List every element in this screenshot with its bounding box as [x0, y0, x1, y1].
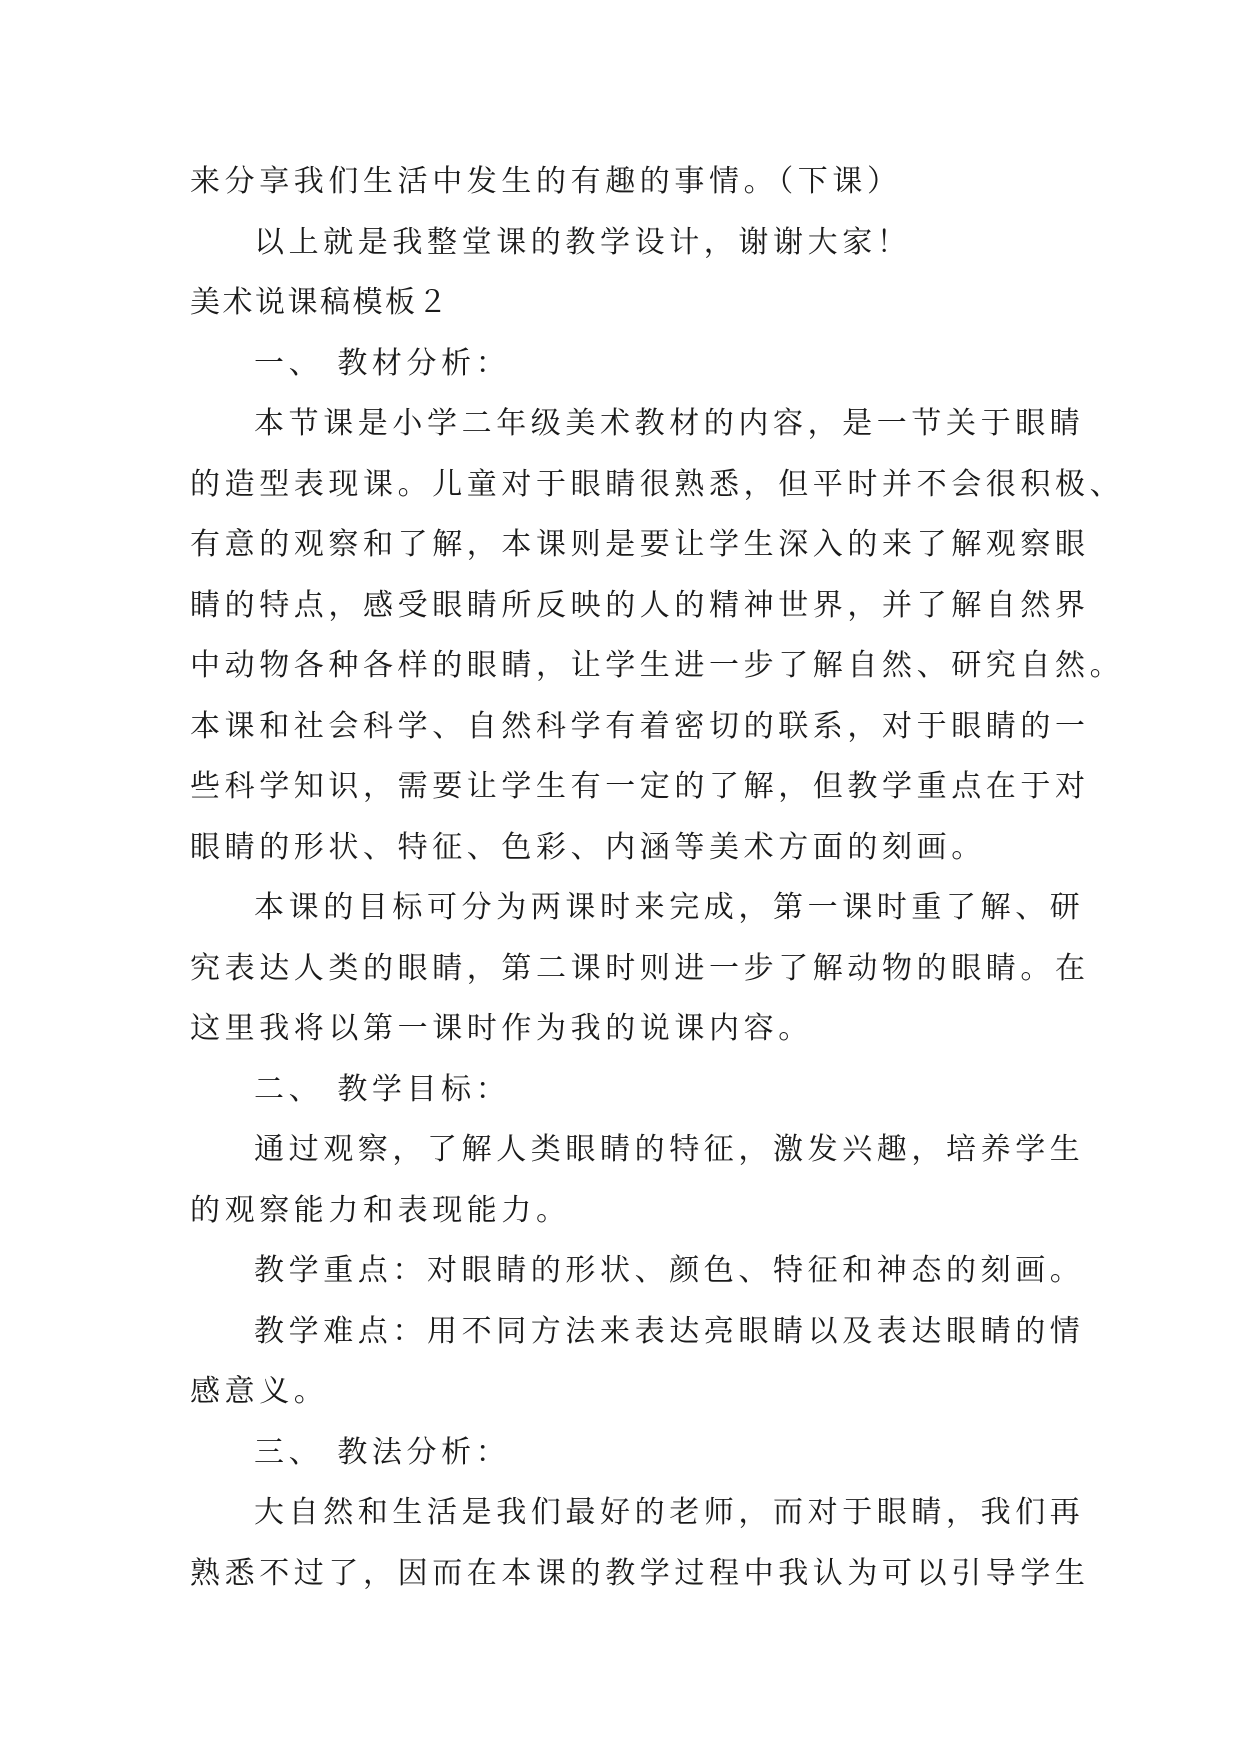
- text-line: 感意义。: [190, 1374, 329, 1409]
- text-line: 这里我将以第一课时作为我的说课内容。: [190, 1011, 813, 1046]
- text-line: 眼睛的形状、特征、色彩、内涵等美术方面的刻画。: [190, 829, 986, 865]
- text-line: 本节课是小学二年级美术教材的内容，是一节关于眼睛: [254, 406, 1085, 441]
- text-line: 的观察能力和表现能力。: [190, 1192, 571, 1228]
- text-line: 究表达人类的眼睛，第二课时则进一步了解动物的眼睛。在: [190, 950, 1090, 986]
- text-line: 的造型表现课。儿童对于眼睛很熟悉，但平时并不会很积极、: [190, 466, 1125, 502]
- text-line: 本课和社会科学、自然科学有着密切的联系，对于眼睛的一: [190, 708, 1090, 744]
- text-line: 来分享我们生活中发生的有趣的事情。（下课）: [190, 164, 902, 199]
- text-line: 教学难点：用不同方法来表达亮眼睛以及表达眼睛的情: [254, 1313, 1085, 1349]
- text-line: 教学重点：对眼睛的形状、颜色、特征和神态的刻画。: [254, 1253, 1085, 1288]
- text-line: 熟悉不过了，因而在本课的教学过程中我认为可以引导学生: [190, 1555, 1090, 1591]
- text-line: 些科学知识，需要让学生有一定的了解，但教学重点在于对: [190, 769, 1090, 804]
- text-line: 本课的目标可分为两课时来完成，第一课时重了解、研: [254, 890, 1085, 925]
- text-line: 中动物各种各样的眼睛，让学生进一步了解自然、研究自然。: [190, 648, 1125, 683]
- section-title: 美术说课稿模板２: [190, 285, 450, 320]
- section-heading: 三、 教法分析：: [254, 1434, 511, 1470]
- section-heading: 一、 教材分析：: [254, 345, 511, 381]
- text-line: 睛的特点，感受眼睛所反映的人的精神世界，并了解自然界: [190, 587, 1090, 623]
- document-body: [190, 152, 1125, 1604]
- text-line: 有意的观察和了解，本课则是要让学生深入的来了解观察眼: [190, 527, 1090, 562]
- text-line: 通过观察，了解人类眼睛的特征，激发兴趣，培养学生: [254, 1132, 1085, 1167]
- text-line: 以上就是我整堂课的教学设计，谢谢大家！: [254, 224, 912, 260]
- section-heading: 二、 教学目标：: [254, 1071, 511, 1107]
- text-line: 大自然和生活是我们最好的老师，而对于眼睛，我们再: [254, 1495, 1085, 1530]
